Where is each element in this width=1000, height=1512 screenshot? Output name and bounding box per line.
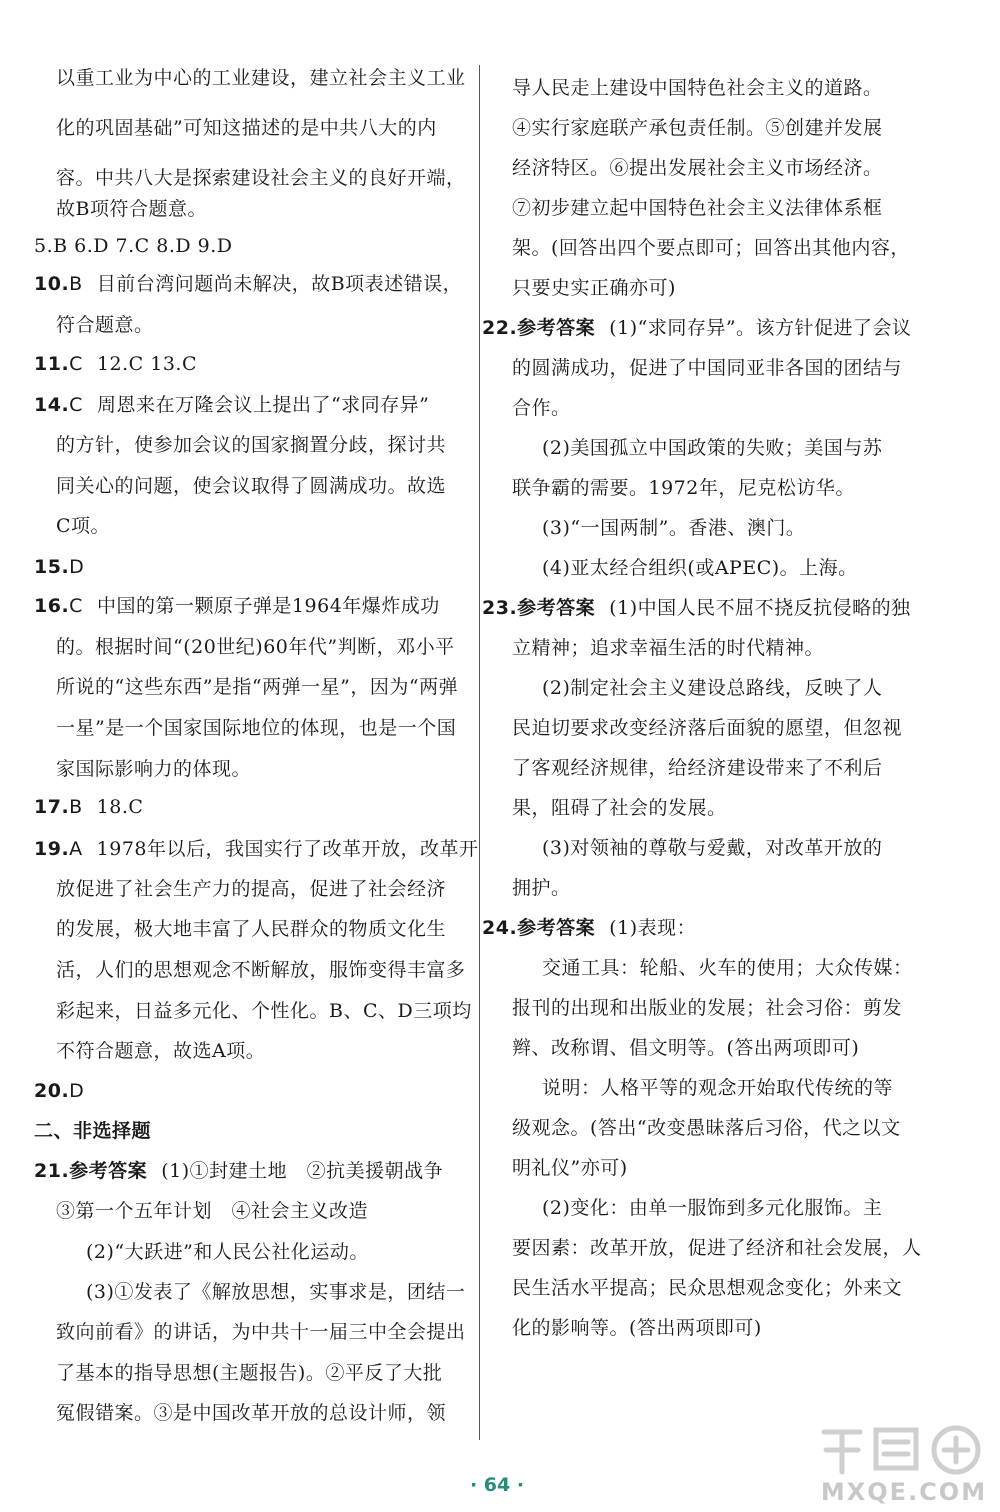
text-line (512, 1116, 901, 1140)
answer-text: 拥护。 (512, 877, 571, 899)
answer-text: 了客观经济规律，给经济建设带来了不利后 (512, 757, 883, 779)
answer-text: (2)“大跃进”和人民公社化运动。 (86, 1241, 369, 1263)
text-line (34, 1159, 443, 1183)
answer-text: 导人民走上建设中国特色社会主义的道路。 (512, 77, 883, 99)
text-line (512, 636, 824, 660)
answer-text: (1)①封建土地 ②抗美援朝战争 (161, 1160, 444, 1182)
question-number: 21. (34, 1160, 70, 1182)
answer-text: 化的巩固基础”可知这描述的是中共八大的内 (56, 117, 437, 139)
text-line (34, 234, 233, 258)
text-line (512, 1036, 859, 1060)
text-line (56, 675, 458, 699)
answer-text: 家国际影响力的体现。 (56, 758, 252, 780)
answer-text: 彩起来，日益多元化、个性化。B、C、D三项均 (56, 1000, 472, 1022)
answer-key: D (69, 1080, 85, 1102)
text-line (56, 197, 207, 221)
text-line (56, 1401, 446, 1425)
text-line (542, 956, 913, 980)
answer-text: 联争霸的需要。1972年，尼克松访华。 (512, 477, 855, 499)
text-line (512, 196, 883, 220)
text-line (482, 916, 696, 940)
question-number: 24. (482, 917, 518, 939)
text-line (512, 756, 883, 780)
text-line (56, 1320, 466, 1344)
text-line (56, 474, 446, 498)
text-line (86, 1280, 465, 1304)
text-line (512, 396, 571, 420)
answer-text: 了基本的指导思想(主题报告)。②平反了大批 (56, 1362, 443, 1384)
text-line (512, 1156, 628, 1180)
answer-text: 的发展，极大地丰富了人民群众的物质文化生 (56, 918, 447, 940)
answer-text: 同关心的问题，使会议取得了圆满成功。故选 (56, 475, 447, 497)
text-line (512, 796, 727, 820)
text-line (512, 716, 902, 740)
answer-text: 民生活水平提高；民众思想观念变化；外来文 (512, 1277, 903, 1299)
text-line (34, 352, 197, 376)
text-line (56, 514, 110, 538)
answer-text: 二、非选择题 (34, 1120, 152, 1142)
text-line (512, 1316, 762, 1340)
answer-text: (3)①发表了《解放思想，实事求是，团结一 (86, 1281, 466, 1303)
question-number: 10. (34, 273, 70, 295)
answer-text: 周恩来在万隆会议上提出了“求同存异” (96, 394, 430, 416)
text-line (512, 476, 855, 500)
text-line (542, 516, 805, 540)
text-line (56, 1361, 442, 1385)
page-number: · 64 · (469, 1474, 525, 1496)
text-line (542, 556, 858, 580)
answer-text: (3)“一国两制”。香港、澳门。 (542, 517, 806, 539)
answer-text: 一星”是一个国家国际地位的体现，也是一个国 (56, 717, 457, 739)
text-line (34, 1079, 98, 1103)
answer-text: 的圆满成功，促进了中国同亚非各国的团结与 (512, 357, 903, 379)
text-line (56, 757, 251, 781)
text-line (56, 877, 446, 901)
text-line (512, 876, 571, 900)
answer-text: 辫、改称谓、倡文明等。(答出两项即可) (512, 1037, 860, 1059)
text-line (56, 716, 456, 740)
answer-text: 所说的“这些东西”是指“两弹一星”，因为“两弹 (56, 676, 459, 698)
text-line (56, 66, 466, 90)
text-line (542, 836, 882, 860)
answer-text: (1)中国人民不屈不挠反抗侵略的独 (609, 597, 911, 619)
answer-key: A (69, 838, 83, 860)
column-divider (479, 65, 480, 1440)
text-line (56, 917, 446, 941)
text-line (512, 1236, 922, 1260)
answer-text: 放促进了社会生产力的提高，促进了社会经济 (56, 878, 447, 900)
answer-text: 18.C (96, 796, 144, 818)
text-line (512, 1276, 902, 1300)
answer-text: 果，阻碍了社会的发展。 (512, 797, 727, 819)
text-line (56, 635, 455, 659)
answer-key: B (69, 796, 83, 818)
text-line (542, 676, 882, 700)
answer-text: 冤假错案。③是中国改革开放的总设计师，领 (56, 1402, 447, 1424)
text-line (34, 594, 440, 618)
answer-text: 活，人们的思想观念不断解放，服饰变得丰富多 (56, 959, 466, 981)
answer-text: (2)变化：由单一服饰到多元化服饰。主 (542, 1197, 883, 1219)
question-number: 22. (482, 317, 518, 339)
answer-text: 以重工业为中心的工业建设，建立社会主义工业 (56, 67, 466, 89)
answer-key: C (69, 595, 83, 617)
text-line (512, 276, 676, 300)
answer-text: 中国的第一颗原子弹是1964年爆炸成功 (96, 595, 440, 617)
answer-text: 化的影响等。(答出两项即可) (512, 1317, 762, 1339)
text-line (56, 1039, 265, 1063)
answer-text: 12.C 13.C (96, 353, 198, 375)
answer-text: (1)“求同存异”。该方针促进了会议 (609, 317, 912, 339)
answer-text: 只要史实正确亦可) (512, 277, 676, 299)
answer-text: 故B项符合题意。 (56, 198, 207, 220)
answer-text: C项。 (56, 515, 111, 537)
answer-text: (1)表现： (609, 917, 697, 939)
text-line (56, 958, 466, 982)
answer-key: B (69, 273, 83, 295)
question-number: 16. (34, 595, 70, 617)
text-line (512, 236, 910, 260)
text-line (56, 313, 154, 337)
answer-text: ③第一个五年计划 ④社会主义改造 (56, 1200, 369, 1222)
answer-key: C (69, 353, 83, 375)
text-line (482, 316, 912, 340)
answer-text: 符合题意。 (56, 314, 154, 336)
text-line (56, 433, 446, 457)
answer-text: 不符合题意，故选A项。 (56, 1040, 266, 1062)
answer-text: (2)美国孤立中国政策的失败；美国与苏 (542, 437, 883, 459)
answer-key: 参考答案 (69, 1160, 148, 1182)
answer-text: 要因素：改革开放，促进了经济和社会发展，人 (512, 1237, 922, 1259)
watermark-logo-icon (814, 1420, 994, 1480)
answer-key: D (69, 556, 85, 578)
watermark-logo (814, 1420, 994, 1508)
text-line (34, 837, 479, 861)
answer-text: 致向前看》的讲话，为中共十一届三中全会提出 (56, 1321, 466, 1343)
text-line (512, 76, 883, 100)
text-line (56, 166, 466, 190)
watermark-text: MXQE.COM (820, 1478, 988, 1506)
text-line (542, 1076, 893, 1100)
answer-text: (3)对领袖的尊敬与爱戴，对改革开放的 (542, 837, 883, 859)
answer-text: 的。根据时间“(20世纪)60年代”判断，邓小平 (56, 636, 455, 658)
answer-text: 立精神；追求幸福生活的时代精神。 (512, 637, 825, 659)
text-line (482, 596, 911, 620)
text-line (56, 1199, 368, 1223)
text-line (34, 393, 429, 417)
answer-text: 架。(回答出四个要点即可；回答出其他内容， (512, 237, 910, 259)
text-line (512, 116, 883, 140)
question-number: 19. (34, 838, 70, 860)
text-line (34, 795, 143, 819)
text-line (512, 996, 902, 1020)
answer-text: 5.B 6.D 7.C 8.D 9.D (34, 235, 233, 257)
answer-text: ④实行家庭联产承包责任制。⑤创建并发展 (512, 117, 883, 139)
answer-text: 合作。 (512, 397, 571, 419)
text-line (542, 1196, 882, 1220)
answer-text: 明礼仪”亦可) (512, 1157, 628, 1179)
text-line (56, 116, 437, 140)
text-line (34, 1119, 151, 1143)
answer-text: 交通工具：轮船、火车的使用；大众传媒： (542, 957, 913, 979)
question-number: 23. (482, 597, 518, 619)
answer-key: C (69, 394, 83, 416)
answer-text: 民迫切要求改变经济落后面貌的愿望，但忽视 (512, 717, 903, 739)
text-line (34, 555, 98, 579)
answer-text: 容。中共八大是探索建设社会主义的良好开端， (56, 167, 466, 189)
answer-text: 说明：人格平等的观念开始取代传统的等 (542, 1077, 894, 1099)
question-number: 14. (34, 394, 70, 416)
text-line (512, 156, 883, 180)
answer-text: 级观念。(答出“改变愚昧落后习俗，代之以文 (512, 1117, 901, 1139)
answer-text: ⑦初步建立起中国特色社会主义法律体系框 (512, 197, 883, 219)
answer-text: 目前台湾问题尚未解决，故B项表述错误， (96, 273, 463, 295)
text-line (34, 272, 462, 296)
answer-text: 1978年以后，我国实行了改革开放，改革开 (96, 838, 479, 860)
answer-text: 的方针，使参加会议的国家搁置分歧，探讨共 (56, 434, 447, 456)
answer-text: (2)制定社会主义建设总路线，反映了人 (542, 677, 883, 699)
answer-text: 经济特区。⑥提出发展社会主义市场经济。 (512, 157, 883, 179)
text-line (512, 356, 902, 380)
text-line (542, 436, 882, 460)
question-number: 20. (34, 1080, 70, 1102)
answer-key: 参考答案 (517, 317, 596, 339)
text-line (86, 1240, 369, 1264)
question-number: 17. (34, 796, 70, 818)
answer-text: (4)亚太经合组织(或APEC)。上海。 (542, 557, 858, 579)
text-line (56, 999, 472, 1023)
answer-key: 参考答案 (517, 917, 596, 939)
answer-key: 参考答案 (517, 597, 596, 619)
question-number: 15. (34, 556, 70, 578)
answer-text: 报刊的出现和出版业的发展；社会习俗：剪发 (512, 997, 903, 1019)
question-number: 11. (34, 353, 70, 375)
